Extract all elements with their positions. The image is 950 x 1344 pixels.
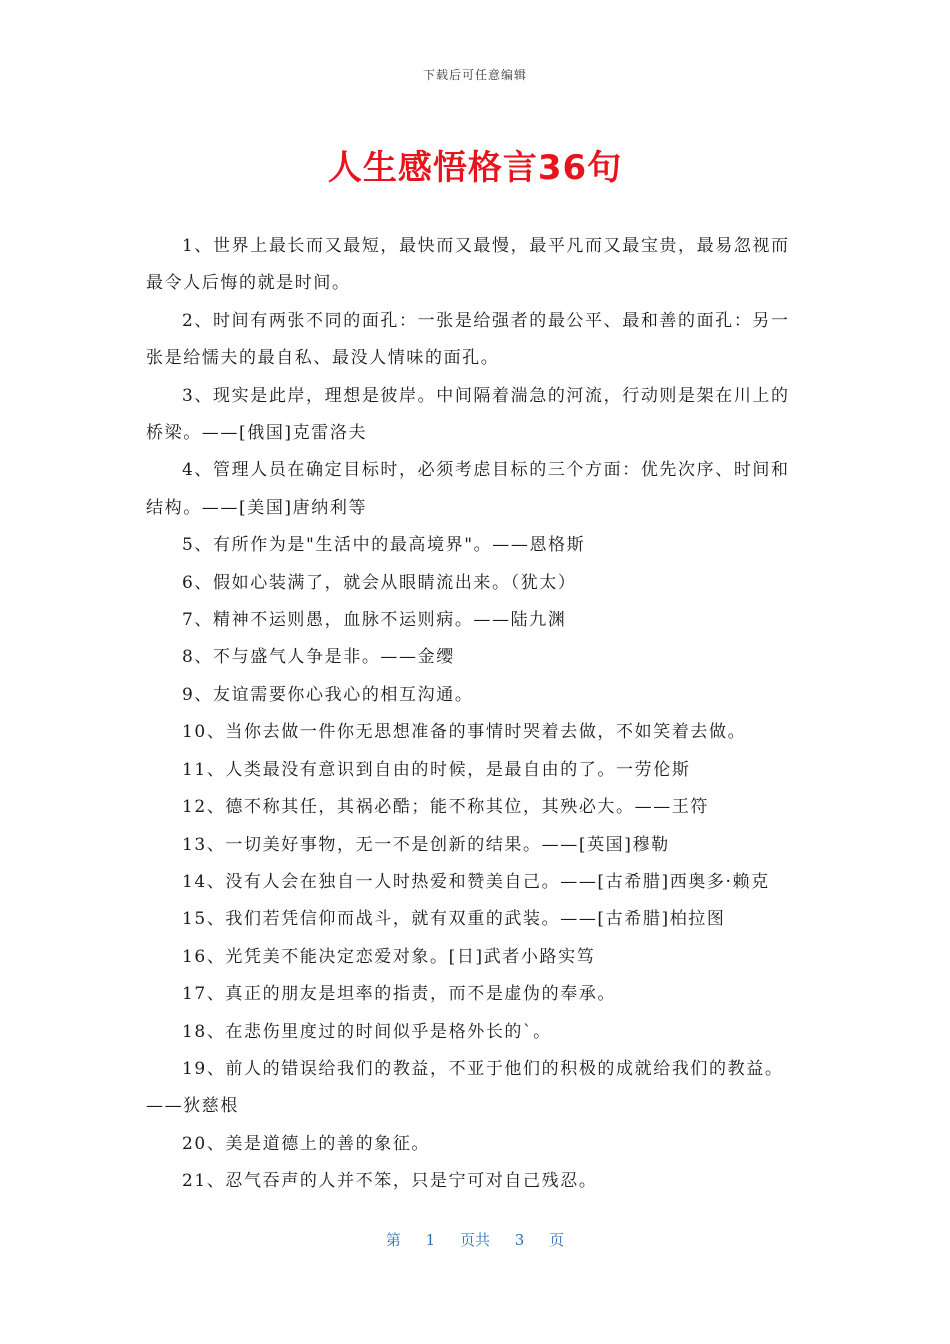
quote-item: 21、忍气吞声的人并不笨，只是宁可对自己残忍。 [182, 1171, 598, 1192]
quote-item: 9、友谊需要你心我心的相互沟通。 [182, 684, 474, 705]
quote-item: 4、管理人员在确定目标时，必须考虑目标的三个方面：优先次序、时间和结构。——[美国]唐纳利等 [146, 460, 790, 518]
page-label: 第 [385, 1231, 401, 1249]
quote-item: 1、世界上最长而又最短，最快而又最慢，最平凡而又最宝贵，最易忽视而最令人后悔的就是时间。 [146, 236, 790, 294]
quote-item: 5、有所作为是"生活中的最高境界"。——恩格斯 [182, 535, 586, 556]
quote-item: 12、德不称其任，其祸必酷；能不称其位，其殃必大。——王符 [182, 797, 710, 818]
page-suffix: 页 [549, 1231, 565, 1249]
quote-item: 10、当你去做一件你无思想准备的事情时哭着去做，不如笑着去做。 [182, 722, 747, 743]
quote-item: 14、没有人会在独自一人时热爱和赞美自己。——[古希腊]西奥多·赖克 [182, 871, 770, 892]
quote-item: 20、美是道德上的善的象征。 [182, 1133, 431, 1154]
quote-item: 6、假如心装满了，就会从眼睛流出来。（犹太） [182, 572, 577, 593]
total-page-count: 3 [514, 1231, 525, 1249]
quote-item: 11、人类最没有意识到自由的时候，是最自由的了。一劳伦斯 [182, 759, 691, 780]
page-header-note: 下载后可任意编辑 [422, 68, 527, 82]
quote-item: 18、在悲伤里度过的时间似乎是格外长的`。 [182, 1021, 552, 1042]
current-page-number: 1 [425, 1231, 436, 1249]
quote-item: 8、不与盛气人争是非。——金缨 [182, 647, 455, 668]
quote-item: 13、一切美好事物，无一不是创新的结果。——[英国]穆勒 [182, 834, 670, 855]
quote-item: 19、前人的错误给我们的教益，不亚于他们的积极的成就给我们的教益。——狄慈根 [146, 1058, 784, 1117]
quote-item: 16、光凭美不能决定恋爱对象。[日]武者小路实笃 [182, 946, 596, 967]
quote-item: 3、现实是此岸，理想是彼岸。中间隔着湍急的河流，行动则是架在川上的桥梁。——[俄国]克雷洛夫 [146, 385, 790, 444]
page-footer [0, 1229, 950, 1250]
quote-item: 17、真正的朋友是坦率的指责，而不是虚伪的奉承。 [182, 984, 617, 1005]
quote-item: 7、精神不运则愚，血脉不运则病。——陆九渊 [182, 610, 567, 631]
total-label: 页共 [459, 1231, 490, 1249]
document-title: 人生感悟格言36句 [327, 148, 623, 188]
quote-item: 2、时间有两张不同的面孔：一张是给强者的最公平、最和善的面孔：另一张是给懦夫的最自私、最没人情味的面孔。 [146, 310, 790, 369]
quote-list [146, 228, 806, 1201]
quote-item: 15、我们若凭信仰而战斗，就有双重的武装。——[古希腊]柏拉图 [182, 909, 726, 930]
